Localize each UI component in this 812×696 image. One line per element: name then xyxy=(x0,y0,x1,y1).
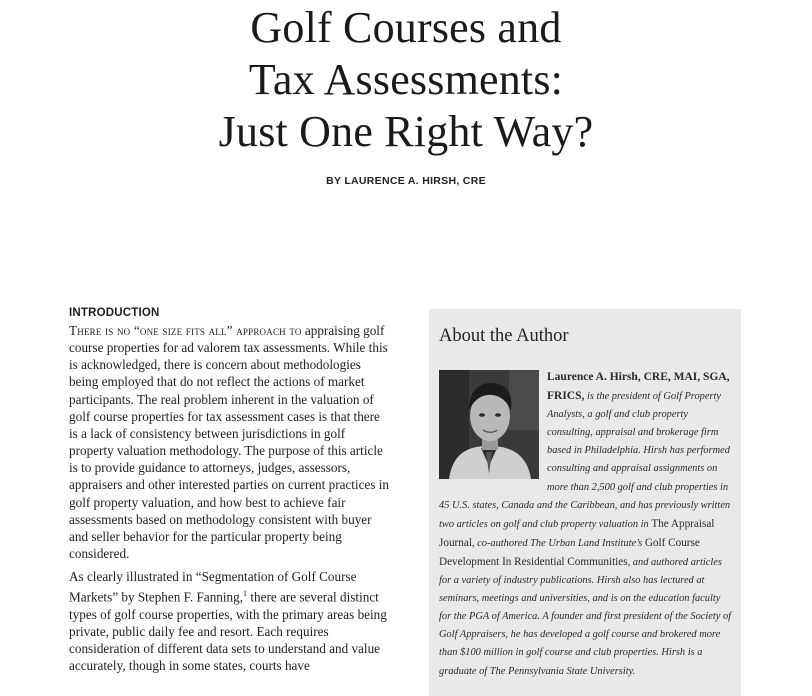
paragraph-text: there are several distinct types of golf course properties, with the primary areas being private, public daily fee and resort. Each requires consideration of different data sets to understand and value accurately, though in some states, courts have xyxy=(69,589,387,674)
intro-paragraph xyxy=(69,322,391,562)
photo-spacer xyxy=(439,368,547,481)
title-line: Tax Assessments: xyxy=(248,55,564,104)
article-title xyxy=(0,2,812,158)
bio-text: , co-authored The Urban Land Institute’s xyxy=(471,537,645,549)
footnote-ref: 1 xyxy=(243,589,248,599)
bio-text: , and authored articles for a variety of industry publications. Hirsh also has lectured at seminars, meetings and universities, and is on the education faculty for the PGA of America. A founder and first president of the Society of Golf Appraisers, he has developed a golf course and brokered more than $100 million in golf course and club properties. Hirsh is a graduate of The Pennsylvania State University. xyxy=(439,556,732,677)
paragraph-text: appraising golf course properties for ad valorem tax assessments. While this is acknowledged, there is concern about methodologies being employed that do not reflect the actions of market participants. The real problem inherent in the valuation of golf course properties for tax assessment cases is that there is a lack of consistency between jurisdictions in golf property valuation methodology. The purpose of this article is to provide guidance to attorneys, judges, assessors, appraisers and other interested parties on current practices in golf property valuation, and how best to achieve fair assessments based on methodology consistent with buyer and seller behavior for the particular property being considered. xyxy=(69,323,390,562)
title-line: Just One Right Way? xyxy=(218,107,594,156)
publication-name: Golf Course Development In Residential Communities xyxy=(439,536,700,568)
section-heading: INTRODUCTION xyxy=(69,307,160,319)
bio-text: is the president of Golf Property Analysts, a golf and club property consulting, appraisal and brokerage firm based in Philadelphia. Hirsh has performed consulting and appraisal assignments on more than 2,500 golf and club properties in 45 U.S. states, Canada and the Caribbean, and has previously written two articles on golf and club property valuation in xyxy=(439,391,731,530)
paragraph-text: As clearly illustrated in “Segmentation of Golf Course Markets” by Stephen F. Fanning, xyxy=(69,569,357,605)
byline: BY LAURENCE A. HIRSH, CRE xyxy=(326,175,486,187)
author-bio xyxy=(439,368,733,681)
sidebar-title: About the Author xyxy=(439,326,569,346)
author-name: Laurence A. Hirsh, CRE, MAI, SGA, FRICS, xyxy=(547,371,730,403)
body-paragraph xyxy=(69,568,391,674)
title-line: Golf Courses and xyxy=(250,3,562,52)
author-sidebar xyxy=(429,309,741,696)
publication-name: The Appraisal Journal xyxy=(439,517,715,549)
paragraph-lead: There is no “one size fits all” approach to xyxy=(69,323,302,338)
article-body xyxy=(69,307,391,681)
